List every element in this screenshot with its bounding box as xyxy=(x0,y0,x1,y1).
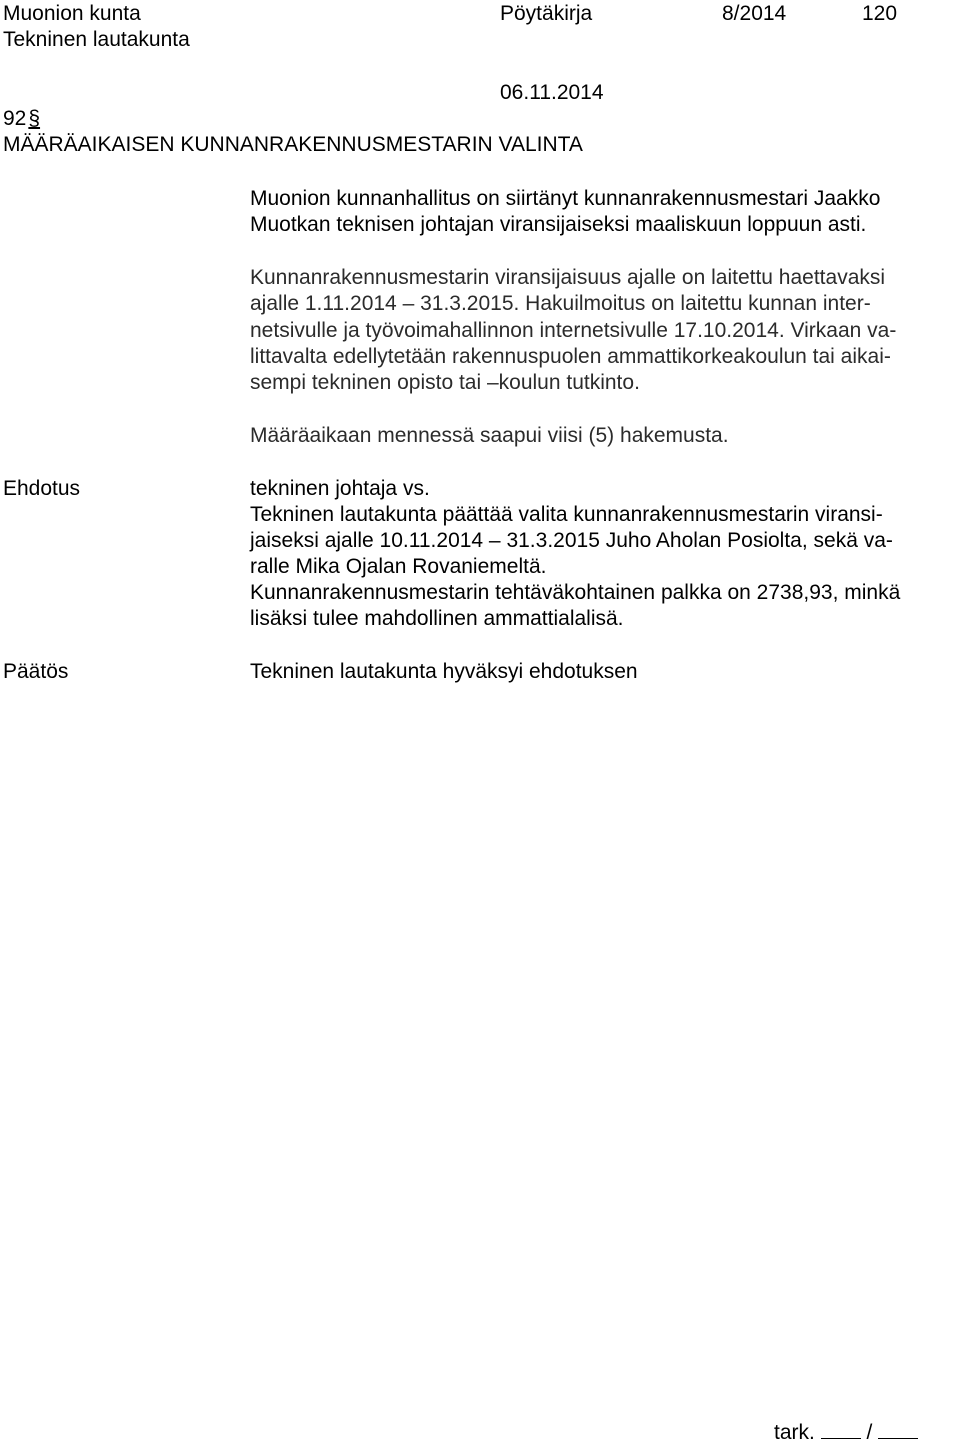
text-line: littavalta edellytetään rakennuspuolen ammattikorkeakoulun tai aikai- xyxy=(250,345,891,368)
section-mark: § xyxy=(28,107,41,130)
page-number: 120 xyxy=(862,2,898,25)
text-line: Tekninen lautakunta päättää valita kunnanrakennusmestarin viransi- xyxy=(250,503,883,526)
text-line: Kunnanrakennusmestarin tehtäväkohtainen palkka on 2738,93, minkä xyxy=(250,581,901,604)
text-line: ralle Mika Ojalan Rovaniemeltä. xyxy=(250,555,547,578)
proposal-label: Ehdotus xyxy=(3,477,81,500)
committee-name: Tekninen lautakunta xyxy=(3,28,190,51)
paragraph-3: Määräaikaan mennessä saapui viisi (5) hakemusta. xyxy=(250,424,729,447)
document-type: Pöytäkirja xyxy=(500,2,593,25)
text-line: netsivulle ja työvoimahallinnon internetsivulle 17.10.2014. Virkaan va- xyxy=(250,319,897,342)
check-label: tark. xyxy=(774,1421,815,1444)
text-line: sempi tekninen opisto tai –koulun tutkinto. xyxy=(250,371,640,394)
check-blank-1 xyxy=(821,1420,861,1439)
municipality-name: Muonion kunta xyxy=(3,2,141,25)
text-line: tekninen johtaja vs. xyxy=(250,477,430,500)
text-line: jaiseksi ajalle 10.11.2014 – 31.3.2015 Juho Aholan Posiolta, sekä va- xyxy=(250,529,893,552)
meeting-number: 8/2014 xyxy=(722,2,787,25)
text-line: Muotkan teknisen johtajan viransijaiseksi maaliskuun loppuun asti. xyxy=(250,213,867,236)
decision-text: Tekninen lautakunta hyväksyi ehdotuksen xyxy=(250,660,638,683)
decision-label: Päätös xyxy=(3,660,69,683)
section-number-value: 92 xyxy=(3,107,27,130)
text-line: ajalle 1.11.2014 – 31.3.2015. Hakuilmoitus on laitettu kunnan inter- xyxy=(250,292,871,315)
text-line: Kunnanrakennusmestarin viransijaisuus ajalle on laitettu haettavaksi xyxy=(250,266,886,289)
check-blank-2 xyxy=(878,1420,918,1439)
check-separator: / xyxy=(866,1421,873,1444)
section-title: MÄÄRÄAIKAISEN KUNNANRAKENNUSMESTARIN VALINTA xyxy=(3,133,583,156)
text-line: lisäksi tulee mahdollinen ammattialalisä. xyxy=(250,607,624,630)
meeting-date: 06.11.2014 xyxy=(500,81,604,104)
check-field xyxy=(774,1420,918,1445)
text-line: Muonion kunnanhallitus on siirtänyt kunnanrakennusmestari Jaakko xyxy=(250,187,881,210)
section-number xyxy=(3,107,40,131)
